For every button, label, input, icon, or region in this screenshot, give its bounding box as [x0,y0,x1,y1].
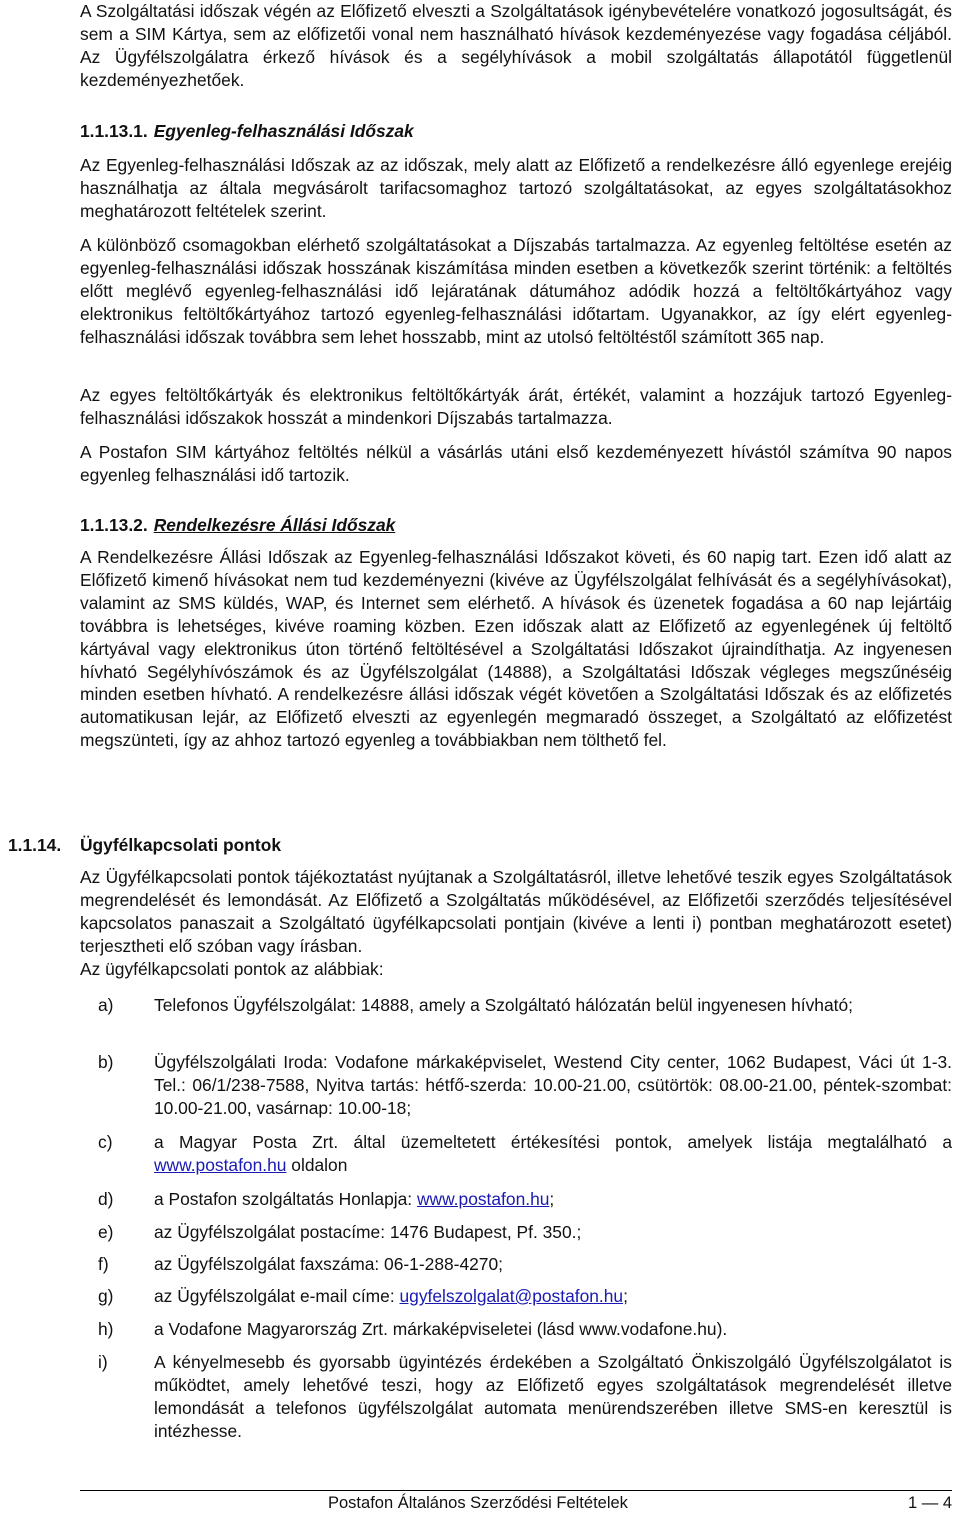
list-label: f) [98,1254,109,1274]
page-footer [80,1490,952,1512]
paragraph: A különböző csomagokban elérhető szolgáltatásokat a Díjszabás tartalmazza. Az egyenleg feltöltése esetén az egyenleg-felhasználási időszak hosszának kiszámítása minden esetben a következők szerint történik: a feltöltés előtt meglévő egyenleg-felhasználási idő lejáratának dátumához adódik hozzá a feltöltőkártyához vagy elektronikus feltöltőkártyához tartozó egyenleg-felhasználási időtartam. Ugyanakkor, az így elért egyenleg-felhasználási időszak továbbra sem lehet hosszabb, mint az utolsó feltöltéstől számított 365 nap. [80,235,952,347]
intro-paragraph: A Szolgáltatási időszak végén az Előfizető elveszti a Szolgáltatások igénybevételére vonatkozó jogosultságát, és sem a SIM Kártya, sem az előfizetői vonal nem használható hívások kezdeményezése vagy fogadása céljából. Az Ügyfélszolgálatra érkező hívások és a segélyhívások a mobil szolgáltatás állapotától függetlenül kezdeményezhetőek. [80,1,952,90]
section-title: Ügyfélkapcsolati pontok [80,835,281,855]
list-text: az Ügyfélszolgálat postacíme: 1476 Budapest, Pf. 350.; [154,1222,582,1242]
section-number: 1.1.14. [8,835,62,855]
list-label: a) [98,995,114,1015]
list-text [154,1285,952,1308]
list-label: i) [98,1352,108,1372]
text: a Magyar Posta Zrt. által üzemeltetett értékesítési pontok, amelyek listája megtalálható a [154,1132,952,1152]
text: ; [549,1189,555,1209]
page-number: 1 — 4 [907,1494,952,1512]
list-text [154,1188,952,1211]
section-1-1-14-heading [8,834,281,856]
list-label: h) [98,1319,114,1339]
paragraph: A Postafon SIM kártyához feltöltés nélkül a vásárlás utáni első kezdeményezett hívástól számítva 90 napos egyenleg felhasználási idő tartozik. [80,442,952,485]
section-title: Egyenleg-felhasználási Időszak [153,121,414,141]
text: a Postafon szolgáltatás Honlapja: [154,1189,417,1209]
section-1-1-13-1 [80,120,952,142]
text: oldalon [286,1154,348,1175]
list-text: Ügyfélszolgálati Iroda: Vodafone márkaképviselet, Westend City center, 1062 Budapest, Váci út 1-3. Tel.: 06/1/238-7588, Nyitva tartás: hétfő-szerda: 10.00-21.00, csütörtök: 08.00-21.00, péntek-szombat: 10.00-21.00, vasárnap: 10.00-18; [154,1052,952,1118]
section-1-paragraph-4 [80,441,952,487]
list-text [154,1131,952,1177]
text: az Ügyfélszolgálat e-mail címe: [154,1286,400,1306]
paragraph: A Rendelkezésre Állási Időszak az Egyenleg-felhasználási Időszakot követi, és 60 napig tart. Ezen idő alatt az Előfizető kimenő hívásokat nem tud kezdeményezni (kivéve az Ügyfélszolgálat felhívását és a segélyhívásokat), valamint az SMS küldés, WAP, és Internet sem elérhető. A hívások és üzenetek fogadása a 60 nap lejártáig továbbra is lehetséges, kivéve roaming közben. Ezen időszak alatt az Előfizető az egyenlegének új feltöltő kártyával vagy elektronikus úton történő feltöltésével a Szolgáltatási Időszakot újraindíthatja. Az ingyenesen hívható Segélyhívószámok és az Ügyfélszolgálat (14888), a Szolgáltatási Időszak végleges megszűnéséig minden esetben hívható. A rendelkezésre állási időszak végét követően a Szolgáltatási Időszak és az előfizetés automatikusan lejár, az Előfizető elveszti az egyenlegén megmaradó összeget, a Szolgáltató az előfizetést megszünteti, így az ahhoz tartozó egyenleg a továbbiakban nem tölthető fel. [80,547,952,751]
postafon-homepage-link[interactable]: www.postafon.hu [416,1189,550,1209]
list-text: A kényelmesebb és gyorsabb ügyintézés érdekében a Szolgáltató Önkiszolgáló Ügyfélszolgálatot is működtet, amely lehetővé teszi, hogy az Előfizető egyes szolgáltatások megrendelését illetve lemondását a telefonos ügyfélszolgálat automata menürendszerében illetve SMS-en keresztül is intézhesse. [154,1352,952,1441]
email-link[interactable]: ugyfelszolgalat@postafon.hu [399,1286,624,1306]
list-label: b) [98,1052,114,1072]
section-3-paragraph [80,866,952,981]
section-1-paragraph-2 [80,234,952,349]
section-1-paragraph-1 [80,154,952,223]
section-2-paragraph [80,546,952,752]
footer-title: Postafon Általános Szerződési Feltételek [328,1494,628,1512]
section-title: Rendelkezésre Állási Időszak [153,515,396,535]
section-heading [80,120,952,142]
list-label: g) [98,1286,114,1306]
list-intro: Az ügyfélkapcsolati pontok az alábbiak: [80,958,384,979]
list-label: c) [98,1132,113,1152]
section-number: 1.1.13.1. [80,121,148,141]
paragraph: Az Egyenleg-felhasználási Időszak az az időszak, mely alatt az Előfizető a rendelkezésre álló egyenlege erejéig használhatja az általa megvásárolt tarifacsomaghoz tartozó szolgáltatásokat, az egyes szolgáltatásokhoz meghatározott feltételek szerint. [80,155,952,221]
section-1-1-13-2 [80,514,952,536]
section-1-paragraph-3 [80,384,952,430]
intro-block [80,0,952,92]
list-label: d) [98,1189,114,1209]
postafon-link[interactable]: www.postafon.hu [154,1154,287,1175]
section-number: 1.1.13.2. [80,515,148,535]
section-heading [80,514,952,536]
list-label: e) [98,1222,114,1242]
list-text: az Ügyfélszolgálat faxszáma: 06-1-288-4270; [154,1254,503,1274]
list-text: Telefonos Ügyfélszolgálat: 14888, amely a Szolgáltató hálózatán belül ingyenesen hívható; [154,995,853,1015]
paragraph: Az Ügyfélkapcsolati pontok tájékoztatást nyújtanak a Szolgáltatásról, illetve lehetővé teszik egyes Szolgáltatások megrendelését és lemondását. Az Előfizető a Szolgáltatás működésével, az Előfizetői szerződés teljesítésével kapcsolatos panaszait a Szolgáltató ügyfélkapcsolati pontjain (kivéve a lenti i) pontban meghatározott esetet) terjesztheti elő szóban vagy írásban. [80,867,952,956]
text: ; [623,1286,628,1306]
paragraph: Az egyes feltöltőkártyák és elektronikus feltöltőkártyák árát, értékét, valamint a hozzájuk tartozó Egyenleg-felhasználási időszakok hosszát a mindenkori Díjszabás tartalmazza. [80,385,952,428]
list-text: a Vodafone Magyarország Zrt. márkaképviseletei (lásd www.vodafone.hu). [154,1319,728,1339]
